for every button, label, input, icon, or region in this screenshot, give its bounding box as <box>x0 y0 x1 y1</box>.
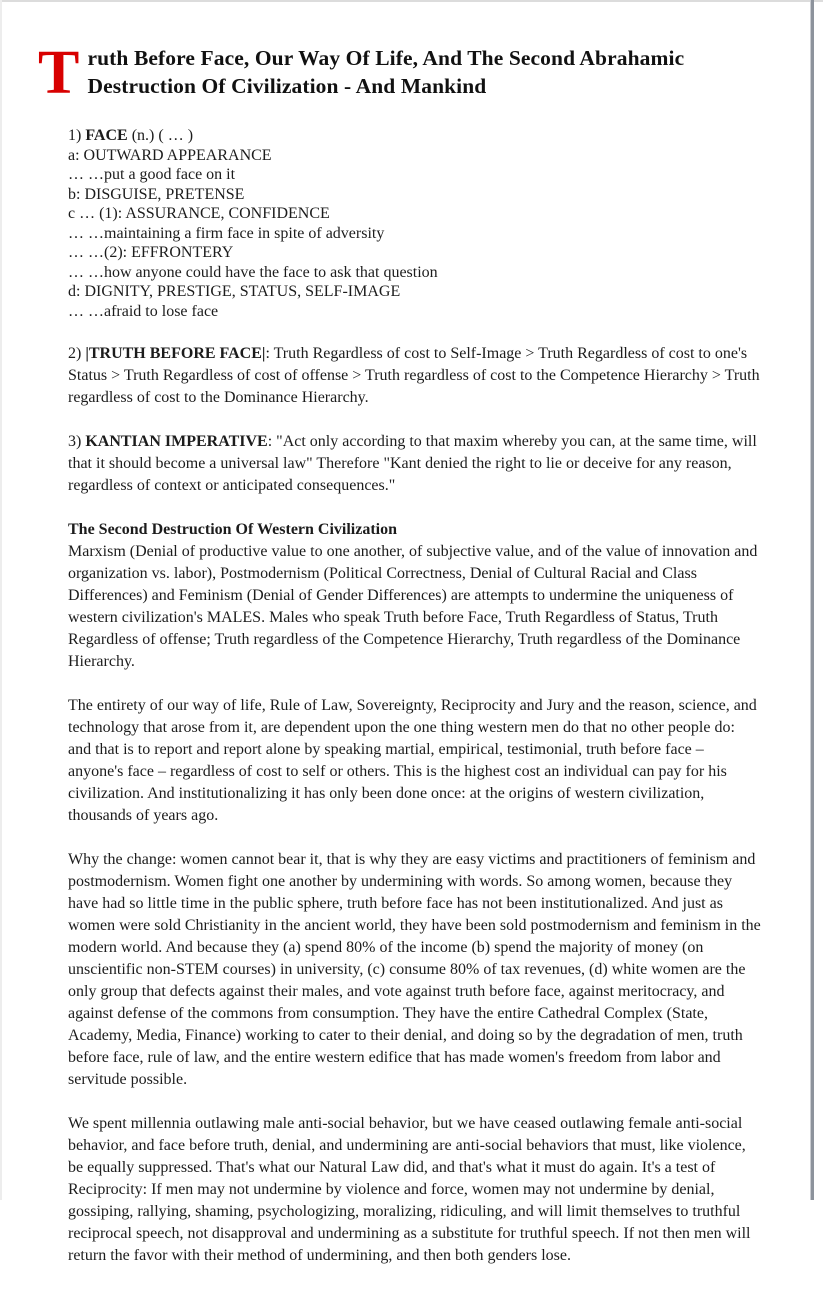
definition-line: … …how anyone could have the face to ask that question <box>68 263 438 281</box>
section-heading: The Second Destruction Of Western Civilization <box>68 521 398 538</box>
definition-line: c … (1): ASSURANCE, CONFIDENCE <box>68 205 330 222</box>
article <box>38 39 762 1289</box>
definition-number: 1) <box>68 127 86 144</box>
definition-line: … …maintaining a firm face in spite of adversity <box>68 224 385 242</box>
item-term: KANTIAN IMPERATIVE <box>85 433 268 450</box>
dropcap-letter: T <box>38 39 80 107</box>
scrollbar[interactable] <box>810 0 814 1200</box>
definition-line: … …afraid to lose face <box>68 302 219 320</box>
numbered-item-truth-before-face <box>68 343 762 409</box>
item-number: 3) <box>68 433 86 450</box>
item-term: |TRUTH BEFORE FACE| <box>85 345 266 362</box>
page-top-border <box>0 0 823 2</box>
definition-line: a: OUTWARD APPEARANCE <box>68 146 272 164</box>
definition-line: d: DIGNITY, PRESTIGE, STATUS, SELF-IMAGE <box>68 283 401 300</box>
definition-term: FACE <box>85 127 128 144</box>
page-left-edge <box>0 0 2 1200</box>
numbered-item-kantian-imperative <box>68 431 762 497</box>
definition-list <box>68 126 762 321</box>
page-title <box>38 39 730 107</box>
item-text: : Truth Regardless of cost to Self-Image > Truth Regardless of cost to one's Status > Truth Regardless of cost of offense > Truth regardless of cost to the Competence Hierarchy > Truth regardless of cost to the Dominance Hierarchy. <box>68 345 760 406</box>
definition-line: … …put a good face on it <box>68 166 236 183</box>
definition-headline <box>68 126 762 146</box>
definition-line: b: DISGUISE, PRETENSE <box>68 185 245 203</box>
definition-term-suffix: (n.) ( … ) <box>127 127 194 144</box>
paragraph-entirety-way-of-life: The entirety of our way of life, Rule of Law, Sovereignty, Reciprocity and Jury and the reason, science, and technology that arose from it, are dependent upon the one thing western men do that no other people do: and that is to report and report alone by speaking martial, empirical, testimonial, truth before face – anyone's face – regardless of cost to self or others. This is the highest cost an individual can pay for his civilization. And institutionalizing it has only been done once: at the origins of western civilization, thousands of years ago. <box>68 697 757 824</box>
paragraph-we-spent-millennia: We spent millennia outlawing male anti-social behavior, but we have ceased outlawing female anti-social behavior, and face before truth, denial, and undermining are anti-social behaviors that must, like violence, be equally suppressed. That's what our Natural Law did, and that's what it must do again. It's a test of Reciprocity: If men may not undermine by violence and force, women may not undermine by denial, gossiping, rallying, shaming, psychologizing, moralizing, ridiculing, and will limit themselves to truthful reciprocal speech, not disapproval and undermining as a substitute for truthful speech. If not then men will return the favor with their method of undermining, and then both genders lose. <box>68 1115 751 1264</box>
section-second-destruction <box>68 519 762 673</box>
paragraph-marxism: Marxism (Denial of productive value to one another, of subjective value, and of the value of innovation and organization vs. labor), Postmodernism (Political Correctness, Denial of Cultural Racial and Class Differences) and Feminism (Denial of Gender Differences) are attempts to undermine the uniqueness of western civilization's MALES. Males who speak Truth before Face, Truth Regardless of Status, Truth Regardless of offense; Truth regardless of the Competence Hierarchy, Truth regardless of the Dominance Hierarchy. <box>68 543 758 670</box>
paragraph-why-the-change: Why the change: women cannot bear it, that is why they are easy victims and practitioners of feminism and postmodernism. Women fight one another by undermining with words. So among women, because they have had so little time in the public sphere, truth before face has not been institutionalized. And just as women were sold Christianity in the ancient world, they have been sold postmodernism and feminism in the modern world. And because they (a) spend 80% of the income (b) spend the majority of money (on unscientific non-STEM courses) in university, (c) consume 80% of tax revenues, (d) white women are the only group that defects against their males, and vote against truth before face, against meritocracy, and against defense of the commons from consumption. They have the entire Cathedral Complex (State, Academy, Media, Finance) working to cater to their denial, and doing so by the degradation of men, truth before face, rule of law, and the entire western edifice that has made women's freedom from labor and servitude possible. <box>68 851 761 1088</box>
item-text: : "Act only according to that maxim whereby you can, at the same time, will that it should become a universal law" Therefore "Kant denied the right to lie or deceive for any reason, regardless of context or anticipated consequences." <box>68 433 757 494</box>
definition-line: … …(2): EFFRONTERY <box>68 244 234 261</box>
item-number: 2) <box>68 345 86 362</box>
page-title-text: ruth Before Face, Our Way Of Life, And The Second Abrahamic Destruction Of Civilization - And Mankind <box>87 46 685 98</box>
article-body <box>68 126 762 1267</box>
